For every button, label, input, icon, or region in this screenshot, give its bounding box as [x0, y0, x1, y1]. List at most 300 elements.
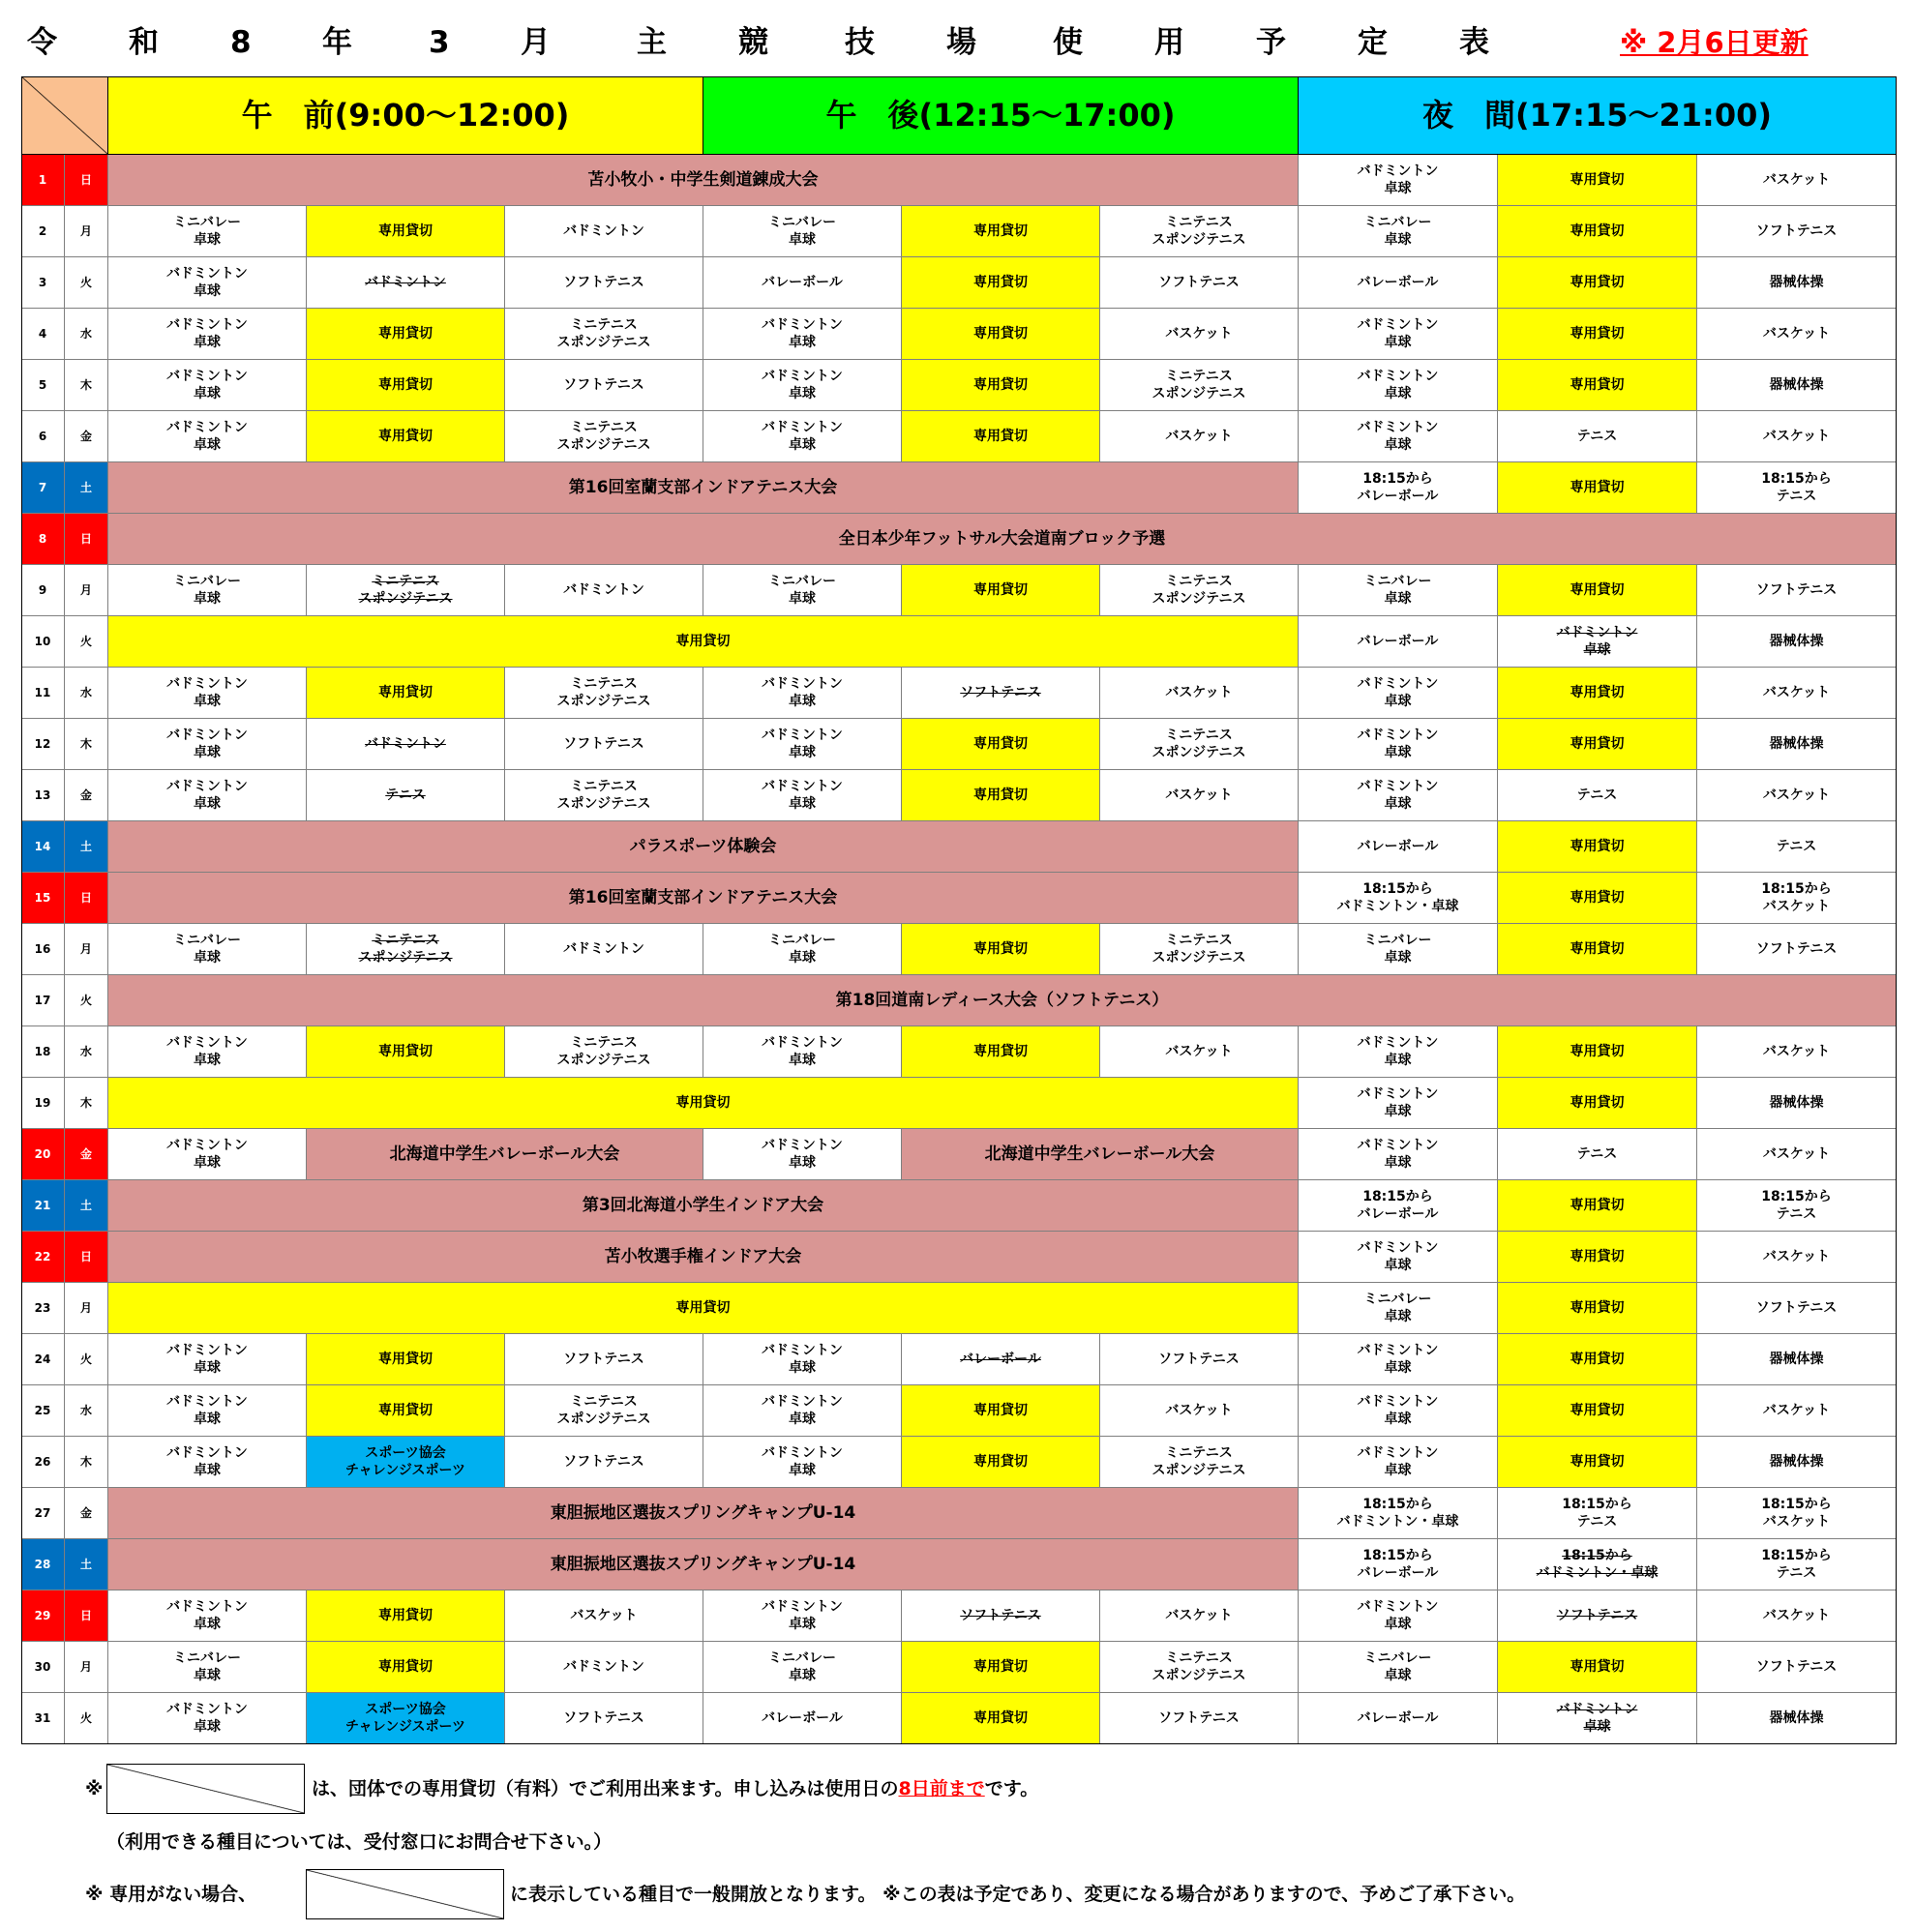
cell-text: ソフトテニス — [563, 1710, 644, 1726]
cell-text: 専用貸切 — [1570, 480, 1625, 495]
cell-text: バスケット — [1165, 326, 1233, 342]
cell-text: バスケット — [1762, 1044, 1831, 1059]
cell-text: 火 — [79, 1711, 92, 1725]
cell-text: バスケット — [1762, 788, 1831, 803]
cell-text: 5 — [38, 378, 47, 392]
day-number — [21, 309, 65, 360]
cell-text: ミニテニス スポンジテニス — [358, 574, 453, 607]
cell-text: 全日本少年フットサル大会道南ブロック予選 — [838, 529, 1166, 549]
day-number — [21, 924, 65, 975]
cell-text: バドミントン 卓球 — [1357, 420, 1439, 453]
cell-text: 専用貸切 — [1570, 377, 1625, 393]
cell-text: ソフトテニス — [1755, 941, 1838, 957]
cell-text: 2 — [38, 224, 47, 238]
schedule-cell — [108, 719, 307, 770]
weekday — [65, 616, 108, 668]
schedule-cell — [307, 360, 505, 411]
day-number — [21, 821, 65, 873]
cell-text: ミニテニス スポンジテニス — [556, 1035, 651, 1068]
schedule-cell — [1697, 309, 1897, 360]
cell-text: 専用貸切 — [973, 736, 1028, 752]
schedule-cell — [1697, 1693, 1897, 1744]
day-number — [21, 257, 65, 309]
cell-text: 器械体操 — [1769, 1352, 1824, 1367]
schedule-cell — [1697, 770, 1897, 821]
schedule-cell — [1100, 719, 1299, 770]
cell-text: 日 — [79, 532, 92, 546]
day-number — [21, 1642, 65, 1693]
cell-text: 13 — [34, 788, 51, 802]
weekday — [65, 821, 108, 873]
schedule-cell — [505, 411, 703, 462]
event-cell — [108, 1539, 1299, 1590]
schedule-cell — [108, 770, 307, 821]
schedule-cell — [1697, 206, 1897, 257]
schedule-cell — [703, 1642, 902, 1693]
cell-text: 25 — [34, 1404, 51, 1417]
cell-text: 器械体操 — [1769, 275, 1824, 290]
schedule-cell — [1299, 616, 1498, 668]
schedule-cell — [902, 206, 1100, 257]
schedule-cell — [505, 1693, 703, 1744]
cell-text: バレーボール — [1357, 1710, 1439, 1726]
cell-text: 火 — [79, 635, 92, 648]
cell-text: バドミントン 卓球 — [1357, 1035, 1439, 1068]
cell-text: バスケット — [1762, 1608, 1831, 1623]
cell-text: 18:15から テニス — [1562, 1497, 1632, 1530]
cell-text: 18:15から バドミントン・卓球 — [1536, 1548, 1659, 1581]
day-number — [21, 1078, 65, 1129]
cell-text: 木 — [79, 378, 92, 392]
day-number — [21, 1385, 65, 1437]
cell-text: ミニテニス スポンジテニス — [1151, 369, 1246, 401]
cell-text: バドミントン 卓球 — [762, 317, 843, 350]
schedule-cell — [1299, 1283, 1498, 1334]
schedule-cell — [703, 719, 902, 770]
schedule-cell — [108, 1693, 307, 1744]
schedule-cell — [108, 206, 307, 257]
schedule-cell — [1299, 1437, 1498, 1488]
schedule-cell — [108, 1283, 1299, 1334]
cell-text: 8 — [38, 532, 47, 546]
cell-text: バレーボール — [1357, 839, 1439, 854]
cell-text: 専用貸切 — [973, 1659, 1028, 1675]
schedule-cell — [902, 770, 1100, 821]
cell-text: ミニバレー 卓球 — [1363, 933, 1432, 966]
cell-text: 22 — [34, 1250, 51, 1263]
cell-text: 土 — [79, 1558, 92, 1571]
cell-text: 28 — [34, 1558, 51, 1571]
schedule-cell — [1299, 1334, 1498, 1385]
schedule-cell — [1100, 924, 1299, 975]
cell-text: ソフトテニス — [1755, 582, 1838, 598]
day-number — [21, 1437, 65, 1488]
schedule-cell — [1299, 1590, 1498, 1642]
day-number — [21, 1334, 65, 1385]
schedule-table — [21, 76, 1897, 1744]
cell-text: ミニテニス スポンジテニス — [556, 676, 651, 709]
schedule-cell — [108, 257, 307, 309]
cell-text: バドミントン 卓球 — [166, 1138, 248, 1171]
cell-text: 専用貸切 — [973, 377, 1028, 393]
schedule-cell — [1100, 668, 1299, 719]
weekday — [65, 924, 108, 975]
schedule-cell — [1498, 155, 1697, 206]
cell-text: 18:15から バスケット — [1761, 881, 1832, 914]
cell-text: ソフトテニス — [563, 1352, 644, 1367]
schedule-cell — [307, 206, 505, 257]
cell-text: 専用貸切 — [973, 1403, 1028, 1418]
schedule-cell — [505, 1334, 703, 1385]
cell-text: バドミントン 卓球 — [166, 1445, 248, 1478]
cell-text: バドミントン 卓球 — [762, 676, 843, 709]
cell-text: 専用貸切 — [1570, 1095, 1625, 1111]
schedule-cell — [703, 770, 902, 821]
schedule-cell — [1100, 360, 1299, 411]
schedule-cell — [902, 1693, 1100, 1744]
event-cell — [108, 873, 1299, 924]
cell-text: ミニバレー 卓球 — [1363, 1650, 1432, 1683]
cell-text: バドミントン 卓球 — [762, 420, 843, 453]
schedule-cell — [703, 1334, 902, 1385]
cell-text: 23 — [34, 1301, 51, 1315]
cell-text: バドミントン 卓球 — [762, 1138, 843, 1171]
cell-text: 金 — [79, 430, 92, 443]
event-cell — [108, 462, 1299, 514]
cell-text: バドミントン 卓球 — [166, 1702, 248, 1735]
cell-text: 火 — [79, 994, 92, 1007]
corner-cell — [21, 76, 108, 155]
cell-text: 11 — [34, 686, 51, 699]
schedule-cell — [1299, 1488, 1498, 1539]
cell-text: 専用貸切 — [1570, 326, 1625, 342]
cell-text: 専用貸切 — [1570, 736, 1625, 752]
cell-text: 器械体操 — [1769, 736, 1824, 752]
cell-text: 土 — [79, 840, 92, 853]
weekday — [65, 1385, 108, 1437]
cell-text: バドミントン — [563, 223, 644, 239]
cell-text: 1 — [38, 173, 47, 187]
cell-text: 第16回室蘭支部インドアテニス大会 — [568, 888, 838, 907]
cell-text: 日 — [79, 891, 92, 905]
day-number — [21, 1026, 65, 1078]
cell-text: バドミントン 卓球 — [762, 728, 843, 760]
cell-text: スポーツ協会 チャレンジスポーツ — [345, 1445, 465, 1478]
cell-text: 専用貸切 — [1570, 582, 1625, 598]
schedule-cell — [1498, 1232, 1697, 1283]
cell-text: 専用貸切 — [1570, 1249, 1625, 1264]
cell-text: 16 — [34, 942, 51, 956]
cell-text: 専用貸切 — [675, 1300, 731, 1316]
slashed-cell — [307, 565, 505, 616]
schedule-cell — [108, 1437, 307, 1488]
cell-text: 18:15から バドミントン・卓球 — [1336, 1497, 1459, 1530]
cell-text: 専用貸切 — [973, 326, 1028, 342]
event-cell — [108, 821, 1299, 873]
cell-text: バドミントン — [563, 582, 644, 598]
cell-text: 専用貸切 — [1570, 172, 1625, 188]
cell-text: ミニテニス スポンジテニス — [556, 779, 651, 812]
schedule-cell — [1697, 668, 1897, 719]
schedule-cell — [1299, 924, 1498, 975]
cell-text: バドミントン 卓球 — [166, 266, 248, 299]
weekday — [65, 1539, 108, 1590]
schedule-cell — [1498, 257, 1697, 309]
schedule-cell — [1697, 1539, 1897, 1590]
cell-text: 専用貸切 — [973, 788, 1028, 803]
cell-text: 専用貸切 — [1570, 839, 1625, 854]
schedule-cell — [1100, 1437, 1299, 1488]
day-number — [21, 514, 65, 565]
cell-text: 専用貸切 — [1570, 890, 1625, 906]
weekday — [65, 1590, 108, 1642]
weekday — [65, 514, 108, 565]
schedule-cell — [1299, 1129, 1498, 1180]
schedule-cell — [902, 924, 1100, 975]
schedule-cell — [505, 770, 703, 821]
schedule-cell — [1697, 360, 1897, 411]
schedule-cell — [1299, 206, 1498, 257]
schedule-cell — [1299, 1232, 1498, 1283]
cell-text: 水 — [79, 327, 92, 341]
schedule-cell — [1299, 462, 1498, 514]
cell-text: 専用貸切 — [1570, 275, 1625, 290]
cell-text: 専用貸切 — [973, 1044, 1028, 1059]
cell-text: 専用貸切 — [378, 429, 433, 444]
schedule-cell — [1299, 411, 1498, 462]
schedule-cell — [108, 1385, 307, 1437]
weekday — [65, 1180, 108, 1232]
schedule-cell — [1498, 1078, 1697, 1129]
cell-text: バドミントン 卓球 — [762, 1035, 843, 1068]
cell-text: 26 — [34, 1455, 51, 1469]
schedule-cell — [1498, 1180, 1697, 1232]
cell-text: 17 — [34, 994, 51, 1007]
cell-text: 北海道中学生バレーボール大会 — [389, 1144, 620, 1164]
cell-text: テニス — [1576, 1146, 1618, 1162]
schedule-cell — [108, 924, 307, 975]
cell-text: バドミントン 卓球 — [166, 779, 248, 812]
cell-text: バスケット — [1762, 1146, 1831, 1162]
cell-text: 木 — [79, 1455, 92, 1469]
cell-text: ミニバレー 卓球 — [768, 574, 836, 607]
schedule-cell — [1498, 719, 1697, 770]
schedule-cell — [108, 1334, 307, 1385]
schedule-cell — [1299, 719, 1498, 770]
cell-text: バドミントン — [365, 736, 446, 752]
cell-text: テニス — [1776, 839, 1817, 854]
event-cell — [108, 1180, 1299, 1232]
day-number — [21, 1488, 65, 1539]
title-char: 表 — [1459, 25, 1489, 60]
schedule-cell — [1100, 206, 1299, 257]
schedule-cell — [703, 1693, 902, 1744]
cell-text: 火 — [79, 1352, 92, 1366]
schedule-cell — [1498, 873, 1697, 924]
cell-text: バドミントン 卓球 — [166, 420, 248, 453]
weekday — [65, 1129, 108, 1180]
cell-text: 21 — [34, 1199, 51, 1212]
cell-text: バスケット — [1762, 172, 1831, 188]
cell-text: 27 — [34, 1506, 51, 1520]
cell-text: 専用貸切 — [378, 1659, 433, 1675]
cell-text: バドミントン 卓球 — [166, 369, 248, 401]
weekday — [65, 770, 108, 821]
cell-text: ソフトテニス — [1755, 1300, 1838, 1316]
slashed-cell — [307, 257, 505, 309]
schedule-cell — [703, 668, 902, 719]
schedule-cell — [1299, 309, 1498, 360]
cell-text: 15 — [34, 891, 51, 905]
cell-text: 24 — [34, 1352, 51, 1366]
cell-text: バスケット — [1165, 788, 1233, 803]
day-number — [21, 462, 65, 514]
cell-text: バドミントン 卓球 — [166, 676, 248, 709]
schedule-cell — [902, 1437, 1100, 1488]
schedule-cell — [703, 206, 902, 257]
schedule-cell — [307, 1026, 505, 1078]
cell-text: 専用貸切 — [378, 377, 433, 393]
cell-text: バドミントン 卓球 — [1357, 163, 1439, 196]
cell-text: バスケット — [1762, 685, 1831, 700]
cell-text: ソフトテニス — [563, 377, 644, 393]
weekday — [65, 975, 108, 1026]
day-number — [21, 719, 65, 770]
cell-text: バスケット — [1165, 685, 1233, 700]
schedule-cell — [703, 257, 902, 309]
cell-text: 専用貸切 — [1570, 1044, 1625, 1059]
cell-text: 専用貸切 — [1570, 1300, 1625, 1316]
weekday — [65, 206, 108, 257]
cell-text: バレーボール — [1357, 634, 1439, 649]
title-char: 予 — [1256, 25, 1286, 60]
slashed-cell — [307, 924, 505, 975]
cell-text: バスケット — [1165, 1608, 1233, 1623]
cell-text: 器械体操 — [1769, 1095, 1824, 1111]
cell-text: ソフトテニス — [960, 685, 1041, 700]
cell-text: ミニバレー 卓球 — [768, 215, 836, 248]
schedule-cell — [1299, 1385, 1498, 1437]
schedule-cell — [1100, 565, 1299, 616]
day-number — [21, 770, 65, 821]
cell-text: ミニテニス スポンジテニス — [556, 420, 651, 453]
cell-text: 専用貸切 — [1570, 685, 1625, 700]
title-char: 主 — [637, 25, 667, 60]
legend-slash-box-1 — [106, 1764, 305, 1814]
schedule-cell — [1697, 1334, 1897, 1385]
schedule-cell — [1498, 1437, 1697, 1488]
schedule-cell — [703, 360, 902, 411]
cell-text: 18:15から バレーボール — [1357, 1189, 1439, 1222]
day-number — [21, 1590, 65, 1642]
schedule-cell — [108, 1642, 307, 1693]
cell-text: 18:15から テニス — [1761, 1548, 1832, 1581]
cell-text: 専用貸切 — [1570, 1659, 1625, 1675]
weekday — [65, 1232, 108, 1283]
cell-text: 東胆振地区選抜スプリングキャンプU-14 — [550, 1503, 856, 1523]
schedule-cell — [108, 668, 307, 719]
schedule-cell — [1498, 1488, 1697, 1539]
title-char: 用 — [1154, 25, 1184, 60]
weekday — [65, 309, 108, 360]
cell-text: バドミントン 卓球 — [166, 317, 248, 350]
cell-text: ミニテニス スポンジテニス — [1151, 215, 1246, 248]
cell-text: バスケット — [1165, 1403, 1233, 1418]
schedule-cell — [108, 411, 307, 462]
title-char: 年 — [322, 25, 352, 60]
cell-text: 18:15から バドミントン・卓球 — [1336, 881, 1459, 914]
schedule-cell — [505, 668, 703, 719]
cell-text: バドミントン — [365, 275, 446, 290]
cell-text: 専用貸切 — [973, 223, 1028, 239]
cell-text: ソフトテニス — [1755, 1659, 1838, 1675]
schedule-cell — [1498, 1385, 1697, 1437]
cell-text: 金 — [79, 788, 92, 802]
event-cell — [108, 975, 1897, 1026]
schedule-cell — [703, 1385, 902, 1437]
cell-text: バスケット — [1762, 429, 1831, 444]
cell-text: ミニテニス スポンジテニス — [556, 317, 651, 350]
schedule-cell — [1697, 1180, 1897, 1232]
cell-text: ソフトテニス — [1755, 223, 1838, 239]
schedule-cell — [1697, 565, 1897, 616]
schedule-cell — [902, 1385, 1100, 1437]
cell-text: 器械体操 — [1769, 377, 1824, 393]
note-deadline: 8日前まで — [898, 1778, 985, 1799]
schedule-cell — [1498, 1642, 1697, 1693]
note-line-1-text: は、団体での専用貸切（有料）でご利用出来ます。申し込みは使用日の — [312, 1778, 899, 1799]
schedule-cell — [1697, 719, 1897, 770]
cell-text: 専用貸切 — [1570, 1198, 1625, 1213]
cell-text: テニス — [385, 788, 426, 803]
schedule-cell — [1697, 1232, 1897, 1283]
cell-text: バドミントン 卓球 — [1357, 676, 1439, 709]
schedule-cell — [703, 1437, 902, 1488]
schedule-cell — [108, 1026, 307, 1078]
day-number — [21, 1180, 65, 1232]
cell-text: 30 — [34, 1660, 51, 1674]
schedule-cell — [1498, 1129, 1697, 1180]
cell-text: バドミントン 卓球 — [1556, 1702, 1638, 1735]
cell-text: バスケット — [1165, 429, 1233, 444]
cell-text: 器械体操 — [1769, 634, 1824, 649]
schedule-cell — [1299, 155, 1498, 206]
schedule-cell — [1100, 770, 1299, 821]
schedule-cell — [307, 411, 505, 462]
cell-text: 苫小牧小・中学生剣道錬成大会 — [587, 170, 819, 190]
cell-text: ミニバレー 卓球 — [1363, 215, 1432, 248]
cell-text: 専用貸切 — [1570, 1403, 1625, 1418]
cell-text: 20 — [34, 1147, 51, 1161]
schedule-cell — [108, 309, 307, 360]
cell-text: バドミントン 卓球 — [1357, 779, 1439, 812]
cell-text: 日 — [79, 1609, 92, 1622]
schedule-cell — [902, 411, 1100, 462]
cell-text: バドミントン 卓球 — [1357, 1394, 1439, 1427]
schedule-cell — [1697, 462, 1897, 514]
title-char: 使 — [1053, 25, 1083, 60]
title-char: 月 — [521, 25, 551, 60]
event-cell — [108, 514, 1897, 565]
schedule-cell — [108, 1590, 307, 1642]
cell-text: 18 — [34, 1045, 51, 1058]
cell-text: 専用貸切 — [378, 1352, 433, 1367]
weekday — [65, 873, 108, 924]
cell-text: バドミントン 卓球 — [762, 1394, 843, 1427]
event-cell — [307, 1129, 703, 1180]
schedule-cell — [1100, 309, 1299, 360]
schedule-cell — [1498, 668, 1697, 719]
